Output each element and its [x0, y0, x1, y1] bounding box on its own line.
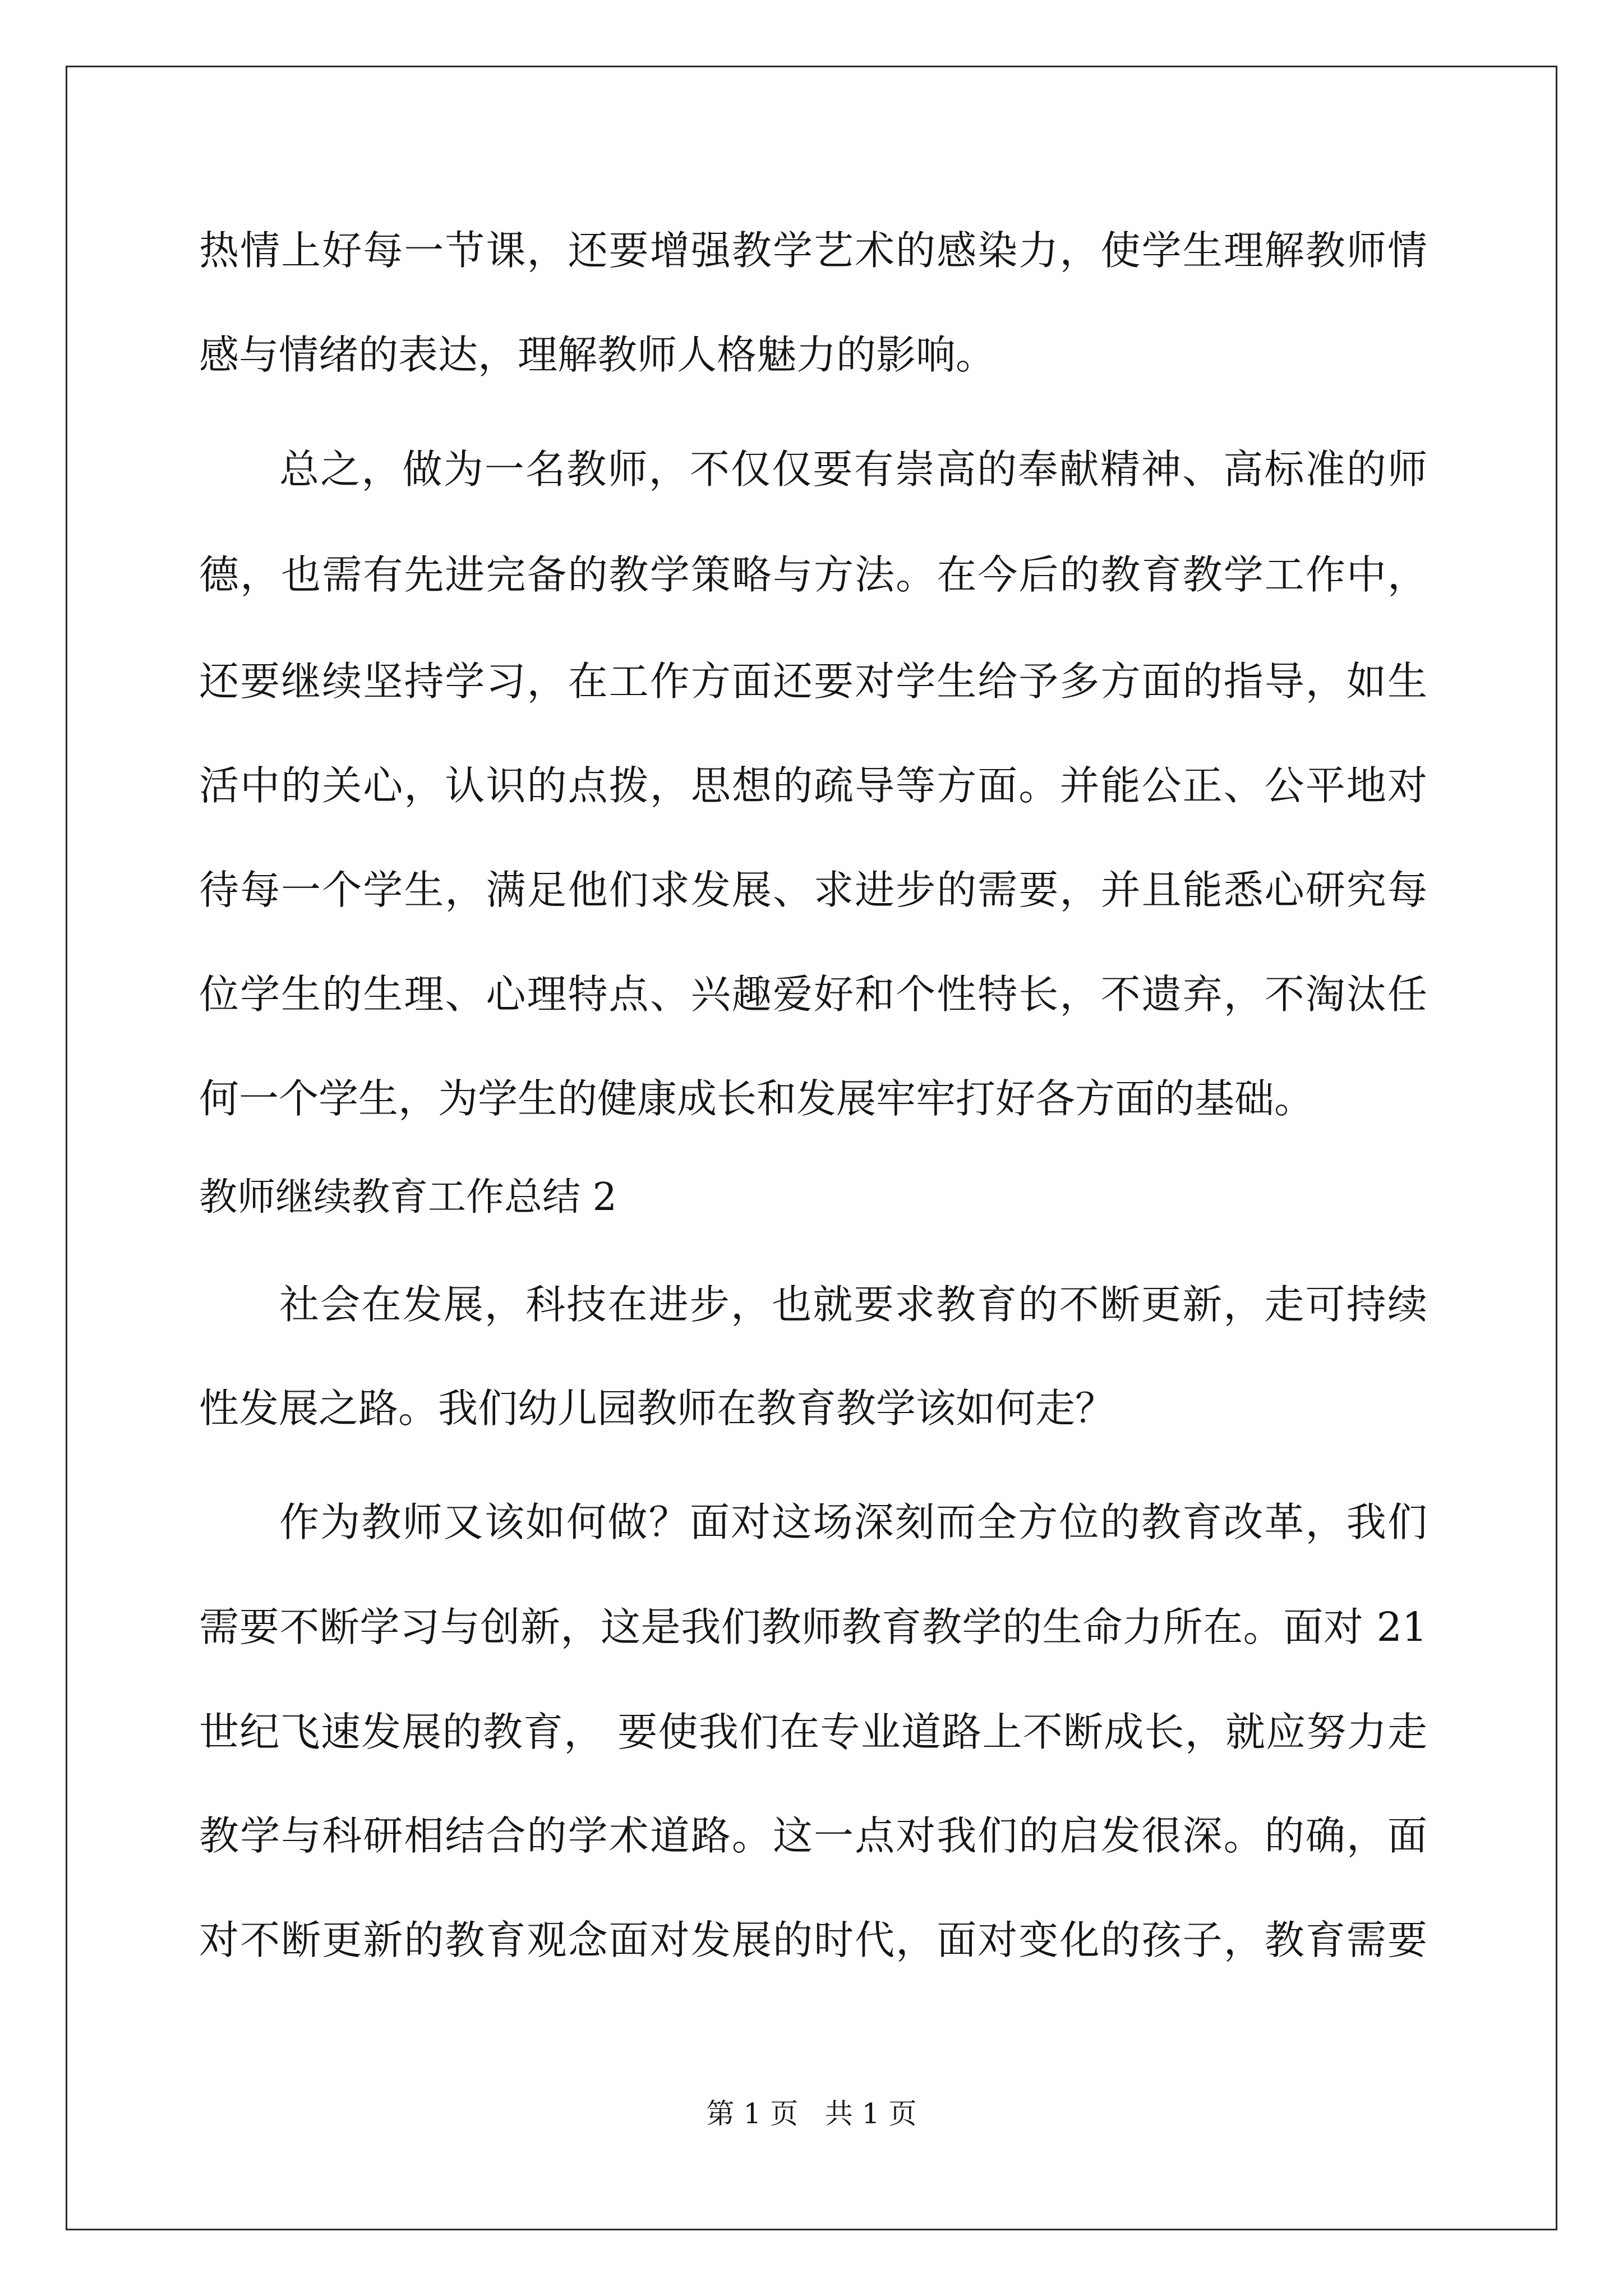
paragraph-line: 还要继续坚持学习，在工作方面还要对学生给予多方面的指导，如生: [199, 658, 1427, 705]
paragraph-line: 热情上好每一节课，还要增强教学艺术的感染力，使学生理解教师情: [199, 227, 1427, 274]
section-heading: 教师继续教育工作总结 2: [199, 1175, 617, 1220]
paragraph-line: 待每一个学生，满足他们求发展、求进步的需要，并且能悉心研究每: [199, 867, 1427, 913]
footer-spacer: [798, 2097, 825, 2130]
page-number: 第 1 页: [706, 2097, 799, 2130]
paragraph-line: 位学生的生理、心理特点、兴趣爱好和个性特长，不遗弃，不淘汰任: [199, 971, 1427, 1018]
paragraph-line: 需要不断学习与创新，这是我们教师教育教学的生命力所在。面对 21: [199, 1604, 1427, 1650]
page-footer: [0, 2097, 1623, 2131]
page-border: [66, 66, 1557, 2230]
paragraph-line: 世纪飞速发展的教育， 要使我们在专业道路上不断成长，就应努力走: [199, 1709, 1427, 1755]
paragraph-line: 德，也需有先进完备的教学策略与方法。在今后的教育教学工作中，: [199, 551, 1427, 598]
paragraph-line: 感与情绪的表达，理解教师人格魅力的影响。: [199, 332, 996, 378]
paragraph-line: 对不断更新的教育观念面对发展的时代，面对变化的孩子，教育需要: [199, 1917, 1427, 1963]
paragraph-line: 性发展之路。我们幼儿园教师在教育教学该如何走？: [199, 1385, 1115, 1432]
paragraph-line: 社会在发展，科技在进步，也就要求教育的不断更新，走可持续: [279, 1281, 1427, 1328]
paragraph-line: 何一个学生，为学生的健康成长和发展牢牢打好各方面的基础。: [199, 1075, 1315, 1122]
paragraph-line: 活中的关心，认识的点拨，思想的疏导等方面。并能公正、公平地对: [199, 762, 1427, 809]
paragraph-line: 作为教师又该如何做？面对这场深刻而全方位的教育改革，我们: [279, 1499, 1427, 1545]
paragraph-line: 教学与科研相结合的学术道路。这一点对我们的启发很深。的确，面: [199, 1812, 1427, 1859]
page-total: 共 1 页: [824, 2097, 917, 2130]
paragraph-line: 总之，做为一名教师，不仅仅要有崇高的奉献精神、高标准的师: [279, 446, 1427, 493]
